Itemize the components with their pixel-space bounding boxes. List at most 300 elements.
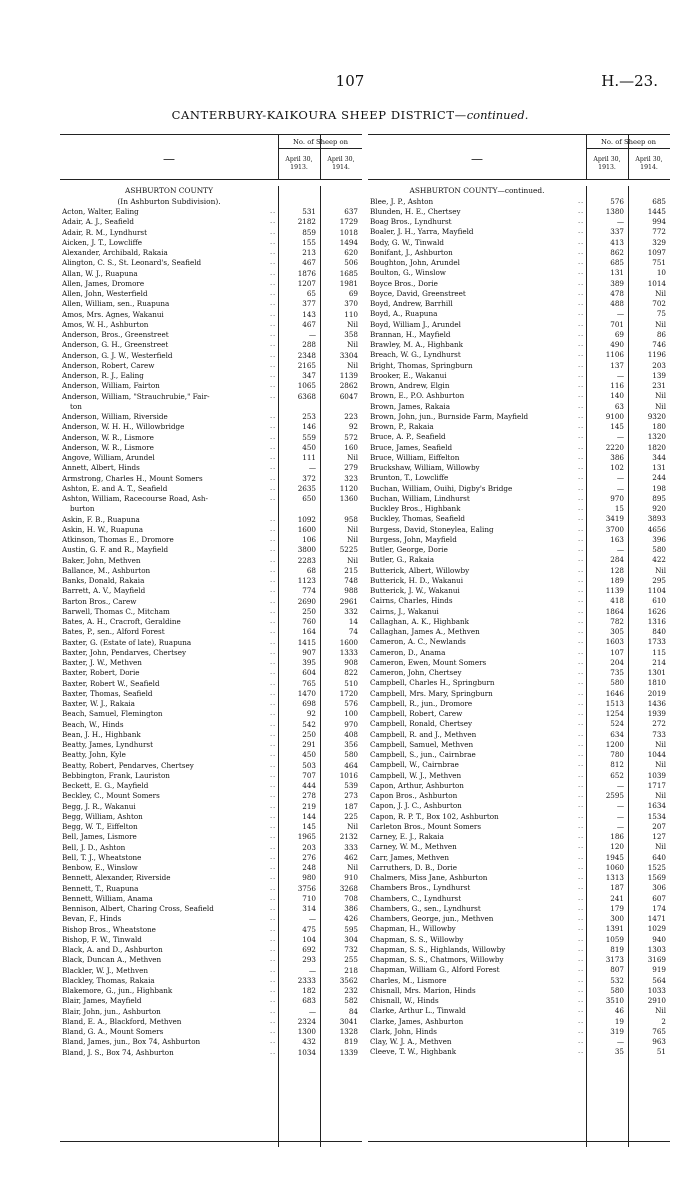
table-row	[60, 802, 362, 812]
owner-name-cell: Boag Bros., Lyndhurst	[370, 217, 452, 227]
table-row	[368, 955, 670, 965]
sheep-count-1913-cell: 1470	[297, 688, 316, 698]
owner-name-cell: Carney, E. J., Rakaia	[370, 832, 444, 842]
sheep-count-1913-cell: 1106	[605, 350, 624, 360]
sheep-count-1914-cell: 1328	[339, 1027, 358, 1037]
owner-name-cell: Chapman, S. S., Highlands, Willowby	[370, 944, 506, 954]
table-row	[368, 330, 670, 340]
page-number: 107	[335, 72, 365, 90]
table-row	[60, 484, 362, 494]
header-dash: —	[471, 152, 483, 166]
sheep-count-1913-cell: 69	[614, 329, 624, 339]
owner-name-cell: Capon, R. P. T., Box 102, Ashburton	[370, 811, 499, 821]
leader-dots: ..	[578, 197, 584, 205]
sheep-count-1913-cell: 1391	[605, 924, 624, 934]
owner-name-cell: Askin, F. B., Ruapuna	[62, 514, 140, 524]
table-row	[368, 873, 670, 883]
table-row	[60, 320, 362, 330]
sheep-count-1913-cell: 1059	[605, 934, 624, 944]
leader-dots: ..	[578, 341, 584, 349]
table-row	[60, 884, 362, 894]
owner-name-cell: Barrett, A. V., Mayfield	[62, 586, 146, 596]
table-row	[368, 299, 670, 309]
owner-name-cell: Campbell, Samuel, Methven	[370, 739, 474, 749]
table-row	[60, 873, 362, 883]
sheep-count-1913-cell: 580	[610, 985, 624, 995]
sheep-count-1913-cell: 1060	[605, 862, 624, 872]
owner-name-cell: Boyd, A., Ruapuna	[370, 309, 438, 319]
table-row	[60, 207, 362, 217]
leader-dots: ..	[578, 638, 584, 646]
sheep-count-1913-cell: 143	[302, 309, 316, 319]
owner-name-cell: Bonifant, J., Ashburton	[370, 247, 453, 257]
owner-name-cell: Campbell, Robert, Carew	[370, 709, 463, 719]
sheep-count-1914-cell: 1600	[339, 637, 358, 647]
sheep-count-1914-cell: 14	[348, 617, 358, 627]
sheep-count-1913-cell: 187	[610, 883, 624, 893]
sheep-count-1914-cell: 139	[652, 370, 666, 380]
sheep-count-1914-cell: 332	[344, 606, 358, 616]
leader-dots: ..	[270, 607, 276, 615]
owner-name-cell: Alington, C. S., St. Leonard's, Seafield	[62, 258, 202, 268]
leader-dots: ..	[578, 228, 584, 236]
sheep-count-1913-cell: 1513	[605, 698, 624, 708]
table-row	[368, 494, 670, 504]
sheep-count-1913-cell: 3756	[297, 883, 316, 893]
leader-dots: ..	[578, 525, 584, 533]
sheep-count-1913-cell: 3510	[605, 996, 624, 1006]
sheep-count-1913-cell: 1207	[297, 278, 316, 288]
leader-dots: ..	[270, 464, 276, 472]
owner-name-cell: Brawley, M. A., Highbank	[370, 340, 464, 350]
leader-dots: ..	[270, 761, 276, 769]
owner-name-cell: Anderson, William, Fairton	[62, 381, 160, 391]
sheep-count-1913-cell: 782	[610, 616, 624, 626]
owner-name-cell: Beatty, John, Kyle	[62, 750, 126, 760]
sheep-count-1913-cell: 278	[302, 791, 316, 801]
leader-dots: ..	[270, 454, 276, 462]
table-row	[368, 740, 670, 750]
leader-dots: ..	[270, 249, 276, 257]
sheep-count-1914-cell: 214	[652, 657, 666, 667]
leader-dots: ..	[270, 864, 276, 872]
table-row	[368, 504, 670, 514]
leader-dots: ..	[270, 925, 276, 933]
leader-dots: ..	[578, 597, 584, 605]
owner-name-cell: Clay, W. J. A., Methven	[370, 1037, 452, 1047]
table-row	[368, 309, 670, 319]
sheep-count-1914-cell: 708	[344, 893, 358, 903]
leader-dots: ..	[578, 730, 584, 738]
sheep-count-1914-cell: 231	[652, 381, 666, 391]
sheep-count-1914-cell: 51	[656, 1047, 666, 1057]
sheep-count-1914-cell: 356	[344, 740, 358, 750]
sheep-count-1913-cell: 2690	[297, 596, 316, 606]
table-row	[60, 463, 362, 473]
leader-dots: ..	[578, 966, 584, 974]
sheep-count-1914-cell: 1316	[647, 616, 666, 626]
leader-dots: ..	[270, 812, 276, 820]
sheep-count-1913-cell: 164	[302, 627, 316, 637]
owner-name-cell: Austin, G. F. and R., Mayfield	[62, 545, 169, 555]
sheep-count-1913-cell: 692	[302, 945, 316, 955]
leader-dots: ..	[270, 310, 276, 318]
table-row	[368, 586, 670, 596]
page-title	[0, 108, 700, 122]
sheep-count-1913-cell: 685	[610, 258, 624, 268]
owner-name-cell: Blunden, H. E., Chertsey	[370, 206, 461, 216]
table-row	[60, 638, 362, 648]
leader-dots: ..	[270, 956, 276, 964]
sheep-count-1914-cell: 180	[652, 422, 666, 432]
table-row	[368, 832, 670, 842]
leader-dots: ..	[578, 771, 584, 779]
leader-dots: ..	[270, 669, 276, 677]
sheep-count-1914-cell: 174	[652, 903, 666, 913]
leader-dots: ..	[270, 433, 276, 441]
sheep-count-1914-cell: 772	[652, 227, 666, 237]
owner-name-cell: Beatty, James, Lyndhurst	[62, 740, 153, 750]
owner-name-cell: Ballance, M., Ashburton	[62, 565, 151, 575]
table-row	[368, 350, 670, 360]
sheep-count-1914-cell: 1729	[339, 217, 358, 227]
owner-name-cell: Bishop Bros., Wheatstone	[62, 924, 156, 934]
leader-dots: ..	[578, 556, 584, 564]
table-row	[60, 617, 362, 627]
sheep-count-1914-cell: Nil	[347, 863, 358, 873]
table-row	[368, 514, 670, 524]
sheep-count-1913-cell: 1200	[605, 739, 624, 749]
sheep-count-1913-cell: 389	[610, 278, 624, 288]
sheep-count-1913-cell: 531	[302, 207, 316, 217]
sheep-count-1913-cell: 314	[302, 904, 316, 914]
table-rows	[60, 207, 362, 1058]
table-row	[60, 474, 362, 484]
sheep-count-1913-cell: 146	[302, 422, 316, 432]
sheep-count-1913-cell: 241	[610, 893, 624, 903]
sheep-count-1914-cell: 344	[652, 452, 666, 462]
sheep-count-1913-cell: 128	[610, 565, 624, 575]
owner-name-cell: Burgess, David, Stoneylea, Ealing	[370, 524, 494, 534]
owner-name-cell: Blackley, Thomas, Rakaia	[62, 975, 155, 985]
leader-dots: ..	[270, 279, 276, 287]
sheep-count-1913-cell: 2595	[605, 791, 624, 801]
table-row	[60, 545, 362, 555]
table-row	[60, 238, 362, 248]
sheep-count-1913-cell: 107	[610, 647, 624, 657]
table-row	[368, 1037, 670, 1047]
sheep-count-1913-cell: 576	[610, 196, 624, 206]
leader-dots: ..	[578, 515, 584, 523]
owner-name-cell: Bright, Thomas, Springburn	[370, 360, 473, 370]
owner-name-cell: Adair, A. J., Seafield	[62, 217, 134, 227]
leader-dots: ..	[270, 331, 276, 339]
leader-dots: ..	[578, 853, 584, 861]
table-row	[60, 720, 362, 730]
sheep-count-1913-cell: —	[616, 432, 624, 442]
sheep-count-1914-cell: Nil	[347, 535, 358, 545]
owner-name-cell: Anderson, G. H., Greenstreet	[62, 340, 169, 350]
sheep-count-1914-cell: 272	[652, 719, 666, 729]
sheep-count-1913-cell: 250	[302, 729, 316, 739]
sheep-count-1914-cell: 988	[344, 586, 358, 596]
owner-name-cell: Bennison, Albert, Charing Cross, Seafield	[62, 904, 214, 914]
table-row	[368, 268, 670, 278]
sheep-count-1913-cell: —	[616, 370, 624, 380]
owner-name-cell: Boyce, David, Greenstreet	[370, 288, 466, 298]
table-row	[60, 986, 362, 996]
table-row	[60, 914, 362, 924]
table-row	[368, 853, 670, 863]
owner-name-cell: Butler, G., Rakaia	[370, 555, 434, 565]
table-row	[60, 668, 362, 678]
owner-name-cell: Clark, John, Hinds	[370, 1026, 437, 1036]
leader-dots: ..	[270, 423, 276, 431]
leader-dots: ..	[270, 290, 276, 298]
leader-dots: ..	[270, 976, 276, 984]
sheep-count-1914-cell: 1097	[647, 247, 666, 257]
owner-name-cell: Chapman, S. S., Chatmors, Willowby	[370, 955, 504, 965]
sheep-count-1913-cell: 137	[610, 360, 624, 370]
sheep-count-1913-cell: 707	[302, 770, 316, 780]
sheep-count-1913-cell: 2182	[297, 217, 316, 227]
owner-name-cell: Campbell, Ronald, Chertsey	[370, 719, 473, 729]
sheep-count-1914-cell: 840	[652, 627, 666, 637]
table-row	[368, 248, 670, 258]
sheep-count-1913-cell: 15	[614, 504, 624, 514]
table-row	[368, 648, 670, 658]
document-reference: H.—23.	[601, 72, 658, 90]
sheep-count-1913-cell: 203	[302, 842, 316, 852]
sheep-count-1913-cell: 418	[610, 596, 624, 606]
sheep-count-1913-cell: 377	[302, 299, 316, 309]
table-row	[368, 361, 670, 371]
table-row	[60, 863, 362, 873]
owner-name-cell: burton	[70, 504, 95, 514]
owner-name-cell: Bell, James, Lismore	[62, 832, 137, 842]
owner-name-cell: Chapman, S. S., Willowby	[370, 934, 464, 944]
sheep-count-1914-cell: 958	[344, 514, 358, 524]
leader-dots: ..	[270, 618, 276, 626]
owner-name-cell: Capon, Arthur, Ashburton	[370, 780, 464, 790]
table-row	[368, 996, 670, 1006]
leader-dots: ..	[578, 566, 584, 574]
sheep-count-1914-cell: 5225	[339, 545, 358, 555]
sheep-count-1914-cell: 1569	[647, 873, 666, 883]
table-row	[60, 966, 362, 976]
leader-dots: ..	[270, 1017, 276, 1025]
leader-dots: ..	[270, 515, 276, 523]
leader-dots: ..	[578, 361, 584, 369]
table-row	[368, 1006, 670, 1016]
table-row	[60, 945, 362, 955]
owner-name-cell: Begg, J. R., Wakanui	[62, 801, 136, 811]
sheep-count-1913-cell: —	[616, 801, 624, 811]
owner-name-cell: Butterick, H. D., Wakanui	[370, 575, 464, 585]
table-row	[368, 965, 670, 975]
sheep-count-1913-cell: 2283	[297, 555, 316, 565]
owner-name-cell: Beckett, E. G., Mayfield	[62, 781, 149, 791]
leader-dots: ..	[578, 382, 584, 390]
sheep-count-1913-cell: —	[308, 463, 316, 473]
table-row	[368, 207, 670, 217]
sheep-count-1914-cell: 748	[344, 576, 358, 586]
table-row	[368, 566, 670, 576]
sheep-count-1913-cell: 248	[302, 863, 316, 873]
leader-dots: ..	[578, 935, 584, 943]
owner-name-cell: Acton, Walter, Ealing	[62, 207, 139, 217]
owner-name-cell: Burgess, John, Mayfield	[370, 534, 457, 544]
leader-dots: ..	[578, 710, 584, 718]
sheep-count-1914-cell: Nil	[655, 1006, 666, 1016]
leader-dots: ..	[578, 576, 584, 584]
owner-name-cell: Black, Duncan A., Methven	[62, 955, 162, 965]
sheep-count-1914-cell: Nil	[347, 340, 358, 350]
sheep-count-1913-cell: 862	[610, 247, 624, 257]
table-row	[368, 730, 670, 740]
sheep-count-1914-cell: 207	[652, 821, 666, 831]
sheep-count-1914-cell: Nil	[347, 453, 358, 463]
owner-name-cell: Bruce, James, Seafield	[370, 442, 453, 452]
sheep-count-1913-cell: 765	[302, 678, 316, 688]
leader-dots: ..	[270, 208, 276, 216]
table-row	[60, 1037, 362, 1047]
table-body	[60, 186, 362, 1147]
sheep-count-1913-cell: 145	[302, 822, 316, 832]
table-row	[368, 699, 670, 709]
sheep-count-1914-cell: 1733	[647, 637, 666, 647]
leader-dots: ..	[270, 689, 276, 697]
sheep-count-1914-cell: 1320	[647, 432, 666, 442]
sheep-count-1914-cell: 1810	[647, 678, 666, 688]
sheep-count-1913-cell: 347	[302, 371, 316, 381]
owner-name-cell: Anderson, W. R., Lismore	[62, 432, 154, 442]
table-rows	[368, 197, 670, 1058]
table-row	[368, 1027, 670, 1037]
leader-dots: ..	[270, 751, 276, 759]
table-row	[368, 596, 670, 606]
owner-name-cell: Chambers, C., Lyndhurst	[370, 893, 462, 903]
owner-name-cell: Cameron, Ewen, Mount Somers	[370, 657, 487, 667]
leader-dots: ..	[578, 679, 584, 687]
leader-dots: ..	[270, 1038, 276, 1046]
leader-dots: ..	[578, 628, 584, 636]
owner-name-cell: Beatty, Robert, Pendarves, Chertsey	[62, 760, 194, 770]
table-row	[368, 658, 670, 668]
sheep-count-1914-cell: 910	[344, 873, 358, 883]
header-group-label: No. of Sheep on	[586, 135, 670, 149]
leader-dots: ..	[270, 372, 276, 380]
leader-dots: ..	[578, 802, 584, 810]
sheep-count-1913-cell: 774	[302, 586, 316, 596]
sheep-count-1913-cell: 478	[610, 288, 624, 298]
sheep-count-1914-cell: 564	[652, 975, 666, 985]
sheep-count-1913-cell: 395	[302, 658, 316, 668]
leader-dots: ..	[578, 1048, 584, 1056]
owner-name-cell: Campbell, Mrs. Mary, Springburn	[370, 688, 493, 698]
header-date-1914: April 30, 1914.	[635, 156, 663, 171]
owner-name-cell: Boughton, John, Arundel	[370, 258, 460, 268]
leader-dots: ..	[270, 484, 276, 492]
owner-name-cell: Anderson, R. J., Ealing	[62, 371, 144, 381]
sheep-count-1913-cell: 1600	[297, 524, 316, 534]
owner-name-cell: Bishop, F. W., Tinwald	[62, 934, 142, 944]
sheep-count-1914-cell: Nil	[655, 391, 666, 401]
sheep-count-1914-cell: 131	[652, 463, 666, 473]
leader-dots: ..	[578, 1027, 584, 1035]
sheep-count-1914-cell: 408	[344, 729, 358, 739]
table-row	[60, 515, 362, 525]
owner-name-cell: Brown, E., P.O. Ashburton	[370, 391, 465, 401]
leader-dots: ..	[270, 966, 276, 974]
owner-name-cell: Bruce, A. P., Seafield	[370, 432, 446, 442]
owner-name-cell: Bennett, Alexander, Riverside	[62, 873, 171, 883]
sheep-count-1913-cell: 1139	[605, 586, 624, 596]
owner-name-cell: Annett, Albert, Hinds	[62, 463, 140, 473]
sheep-count-1914-cell: 963	[652, 1037, 666, 1047]
sheep-count-1914-cell: 127	[652, 832, 666, 842]
leader-dots: ..	[578, 412, 584, 420]
leader-dots: ..	[270, 392, 276, 400]
leader-dots: ..	[270, 946, 276, 954]
leader-dots: ..	[270, 587, 276, 595]
table-row	[60, 822, 362, 832]
sheep-count-1914-cell: 595	[344, 924, 358, 934]
sheep-count-1913-cell: 532	[610, 975, 624, 985]
sheep-count-1913-cell: —	[616, 811, 624, 821]
owner-name-cell: Capon, J. J. C., Ashburton	[370, 801, 462, 811]
leader-dots: ..	[270, 443, 276, 451]
sheep-count-1913-cell: 35	[614, 1047, 624, 1057]
sheep-count-1914-cell: 86	[656, 329, 666, 339]
owner-name-cell: Bates, A. H., Cracroft, Geraldine	[62, 617, 181, 627]
sheep-count-1914-cell: 1303	[647, 944, 666, 954]
sheep-count-1914-cell: 1104	[647, 586, 666, 596]
owner-name-cell: Cameron, John, Chertsey	[370, 668, 462, 678]
leader-dots: ..	[578, 607, 584, 615]
owner-name-cell: Bevan, F., Hinds	[62, 914, 122, 924]
owner-name-cell: Baxter, Thomas, Seafield	[62, 688, 153, 698]
sheep-count-1913-cell: 1965	[297, 832, 316, 842]
leader-dots: ..	[578, 505, 584, 513]
sheep-count-1914-cell: 819	[344, 1037, 358, 1047]
sheep-count-1913-cell: 652	[610, 770, 624, 780]
table-row	[60, 781, 362, 791]
table-row	[368, 760, 670, 770]
table-row	[368, 197, 670, 207]
sheep-count-1914-cell: 1044	[647, 750, 666, 760]
sheep-count-1914-cell: 218	[344, 965, 358, 975]
owner-name-cell: Baxter, Robert W., Seafield	[62, 678, 160, 688]
table-row	[60, 371, 362, 381]
sheep-count-1914-cell: 464	[344, 760, 358, 770]
owner-name-cell: Bruce, William, Eiffelton	[370, 452, 460, 462]
leader-dots: ..	[578, 812, 584, 820]
sheep-count-1913-cell: 450	[302, 442, 316, 452]
leader-dots: ..	[578, 207, 584, 215]
owner-name-cell: Baker, John, Methven	[62, 555, 141, 565]
leader-dots: ..	[578, 453, 584, 461]
leader-dots: ..	[578, 699, 584, 707]
leader-dots: ..	[578, 781, 584, 789]
owner-name-cell: Campbell, S., jun., Cairnbrae	[370, 750, 476, 760]
owner-name-cell: Chambers, G., sen., Lyndhurst	[370, 903, 481, 913]
leader-dots: ..	[578, 894, 584, 902]
sheep-count-1914-cell: 702	[652, 299, 666, 309]
sheep-count-1913-cell: 1313	[605, 873, 624, 883]
owner-name-cell: Black, A. and D., Ashburton	[62, 945, 163, 955]
table-row	[60, 586, 362, 596]
